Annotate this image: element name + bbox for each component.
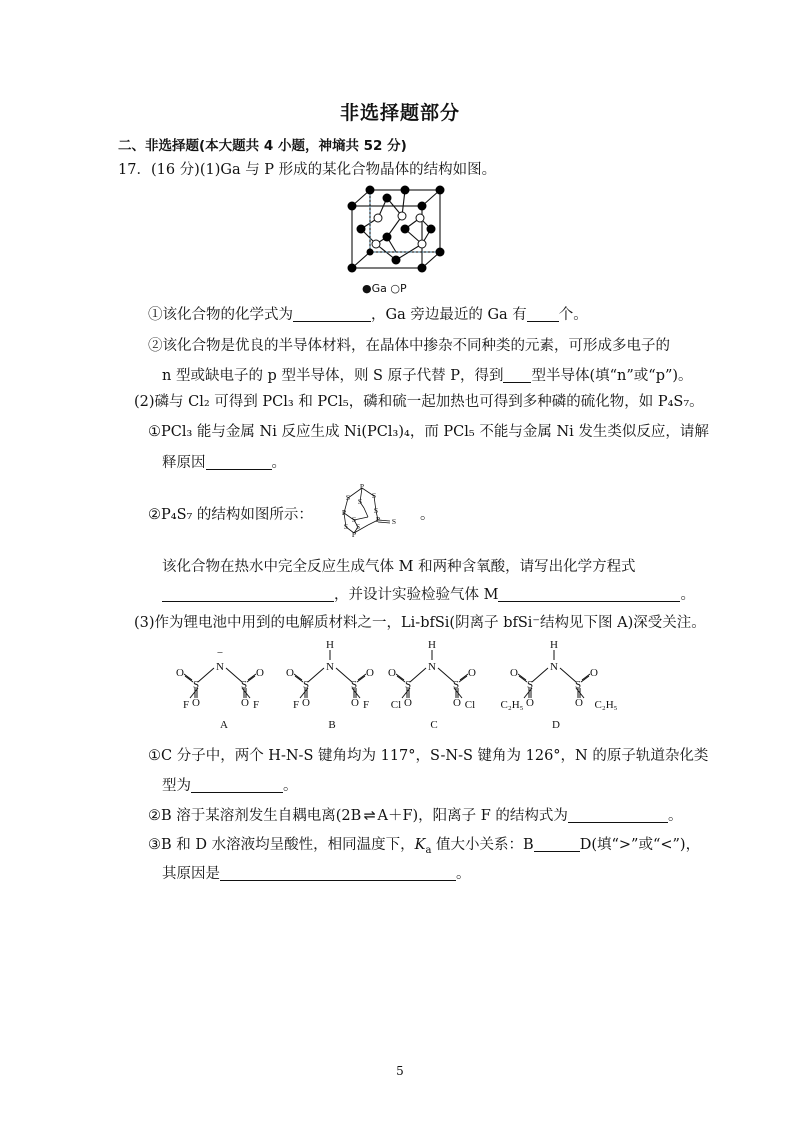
answer-blank-test-gas[interactable] — [498, 586, 680, 602]
svg-text:A: A — [220, 719, 228, 731]
svg-text:O: O — [241, 697, 249, 709]
svg-text:N: N — [216, 661, 224, 673]
svg-text:O: O — [192, 697, 200, 709]
svg-text:N: N — [550, 661, 558, 673]
svg-text:S: S — [404, 679, 412, 691]
answer-blank-formula[interactable] — [293, 306, 371, 322]
svg-text:O: O — [302, 697, 310, 709]
q17-3-3-line1: ③B 和 D 水溶液均呈酸性，相同温度下，$K_a$ 值大小关系：B D(填“>”或“<”)， — [148, 837, 701, 856]
p4s7-structure-diagram — [318, 480, 410, 542]
q17-3-3-line2: 其原因是 。 — [162, 866, 471, 882]
svg-text:O: O — [590, 667, 598, 679]
sulfonimide-structures — [176, 636, 636, 736]
answer-blank-reason[interactable] — [206, 454, 272, 470]
p4s7-atom: S — [373, 506, 379, 515]
q17-1-2-line1: ②该化合物是优良的半导体材料，在晶体中掺杂不同种类的元素，可形成多电子的 — [148, 338, 670, 354]
svg-text:S: S — [526, 679, 534, 691]
q17-3-2: ②B 溶于某溶剂发生自耦电离(2B ⇌ A＋F)，阳离子 F 的结构式为 。 — [148, 808, 683, 824]
p4s7-atom: S — [391, 517, 397, 526]
svg-text:F: F — [292, 699, 300, 711]
structure-d — [501, 639, 618, 731]
svg-text:O: O — [176, 667, 184, 679]
q17-2-2-line3: ，并设计实验检验气体 M 。 — [162, 583, 695, 604]
svg-text:O: O — [286, 667, 294, 679]
svg-text:Cl: Cl — [464, 699, 476, 711]
p4s7-atom: S — [345, 493, 351, 502]
p4s7-atom: S — [357, 497, 363, 506]
answer-blank-cation-structure[interactable] — [568, 807, 668, 823]
crystal-legend: ●Ga ○P — [362, 282, 407, 295]
q17-2-stem: (2)磷与 Cl₂ 可得到 PCl₃ 和 PCl₅，磷和硫一起加热也可得到多种磷的硫化物，如 P₄S₇。 — [134, 394, 704, 410]
svg-text:C₂H₅: C₂H₅ — [500, 699, 524, 711]
svg-text:H: H — [550, 639, 558, 651]
structure-a — [176, 647, 264, 731]
q17-2-2-line2: 该化合物在热水中完全反应生成气体 M 和两种含氧酸，请写出化学方程式 — [162, 559, 636, 575]
svg-text:S: S — [240, 679, 248, 691]
svg-text:C: C — [430, 719, 438, 731]
answer-blank-reason-acidity[interactable] — [220, 865, 456, 881]
svg-text:H: H — [428, 639, 436, 651]
answer-blank-semiconductor-type[interactable] — [503, 367, 531, 383]
q17-2-1-line2: 释原因 。 — [162, 455, 286, 471]
q17-1-2-line2: n 型或缺电子的 p 型半导体，则 S 原子代替 P，得到 型半导体(填“n”或“p”)。 — [162, 368, 693, 384]
structure-c — [388, 639, 476, 731]
equilibrium-arrow-icon: ⇌ — [363, 808, 376, 824]
svg-text:F: F — [182, 699, 190, 711]
svg-text:F: F — [252, 699, 260, 711]
svg-text:O: O — [453, 697, 461, 709]
svg-text:O: O — [510, 667, 518, 679]
svg-text:S: S — [452, 679, 460, 691]
svg-text:B: B — [328, 719, 336, 731]
q17-2-2-end: 。 — [420, 507, 435, 523]
q17-1-1: ①该化合物的化学式为 ，Ga 旁边最近的 Ga 有 个。 — [148, 307, 588, 323]
svg-text:O: O — [404, 697, 412, 709]
answer-blank-hybridization[interactable] — [191, 777, 283, 793]
p4s7-atom: P — [341, 508, 347, 517]
structure-b — [286, 639, 374, 731]
q17-stem: 17．(16 分)(1)Ga 与 P 形成的某化合物晶体的结构如图。 — [118, 162, 497, 178]
svg-text:N: N — [326, 661, 334, 673]
section-heading: 二、非选择题(本大题共 4 小题，神墒共 52 分) — [118, 138, 407, 154]
svg-text:F: F — [362, 699, 370, 711]
page-title: 非选择题部分 — [339, 102, 460, 124]
svg-text:O: O — [351, 697, 359, 709]
svg-text:O: O — [388, 667, 396, 679]
p4s7-atom: S — [371, 491, 377, 500]
p4s7-atom: S — [343, 522, 349, 531]
svg-text:O: O — [575, 697, 583, 709]
svg-text:S: S — [192, 679, 200, 691]
q17-3-stem: (3)作为锂电池中用到的电解质材料之一，Li-bfSi(阴离子 bfSi⁻结构见下图 A)深受关注。 — [134, 615, 706, 631]
svg-text:S: S — [350, 679, 358, 691]
crystal-structure-diagram — [340, 178, 450, 294]
p4s7-atom: S — [351, 515, 357, 524]
q17-3-1-line2: 型为 。 — [162, 778, 298, 794]
p4s7-atom: P — [351, 530, 357, 539]
answer-blank-ka-compare[interactable] — [534, 836, 580, 852]
svg-text:Cl: Cl — [390, 699, 402, 711]
p4s7-atom: P — [375, 515, 381, 524]
svg-text:S: S — [302, 679, 310, 691]
q17-3-1-line1: ①C 分子中，两个 H-N-S 键角均为 117°，S-N-S 键角为 126°，N 的原子轨道杂化类 — [148, 748, 709, 764]
svg-text:C₂H₅: C₂H₅ — [594, 699, 618, 711]
svg-text:−: − — [216, 647, 224, 659]
svg-text:N: N — [428, 661, 436, 673]
svg-text:H: H — [326, 639, 334, 651]
q17-2-1-line1: ①PCl₃ 能与金属 Ni 反应生成 Ni(PCl₃)₄，而 PCl₅ 不能与金属 Ni 发生类似反应，请解 — [148, 424, 709, 440]
answer-blank-equation[interactable] — [162, 586, 334, 602]
page-number: 5 — [396, 1064, 404, 1078]
q17-2-2-label: ②P₄S₇ 的结构如图所示： — [148, 507, 313, 523]
p4s7-atom: S — [355, 522, 361, 531]
svg-text:O: O — [256, 667, 264, 679]
svg-text:D: D — [552, 719, 560, 731]
answer-blank-ga-count[interactable] — [527, 306, 559, 322]
svg-text:O: O — [468, 667, 476, 679]
svg-text:S: S — [574, 679, 582, 691]
svg-text:O: O — [366, 667, 374, 679]
p4s7-atom: P — [359, 482, 365, 491]
svg-text:O: O — [526, 697, 534, 709]
